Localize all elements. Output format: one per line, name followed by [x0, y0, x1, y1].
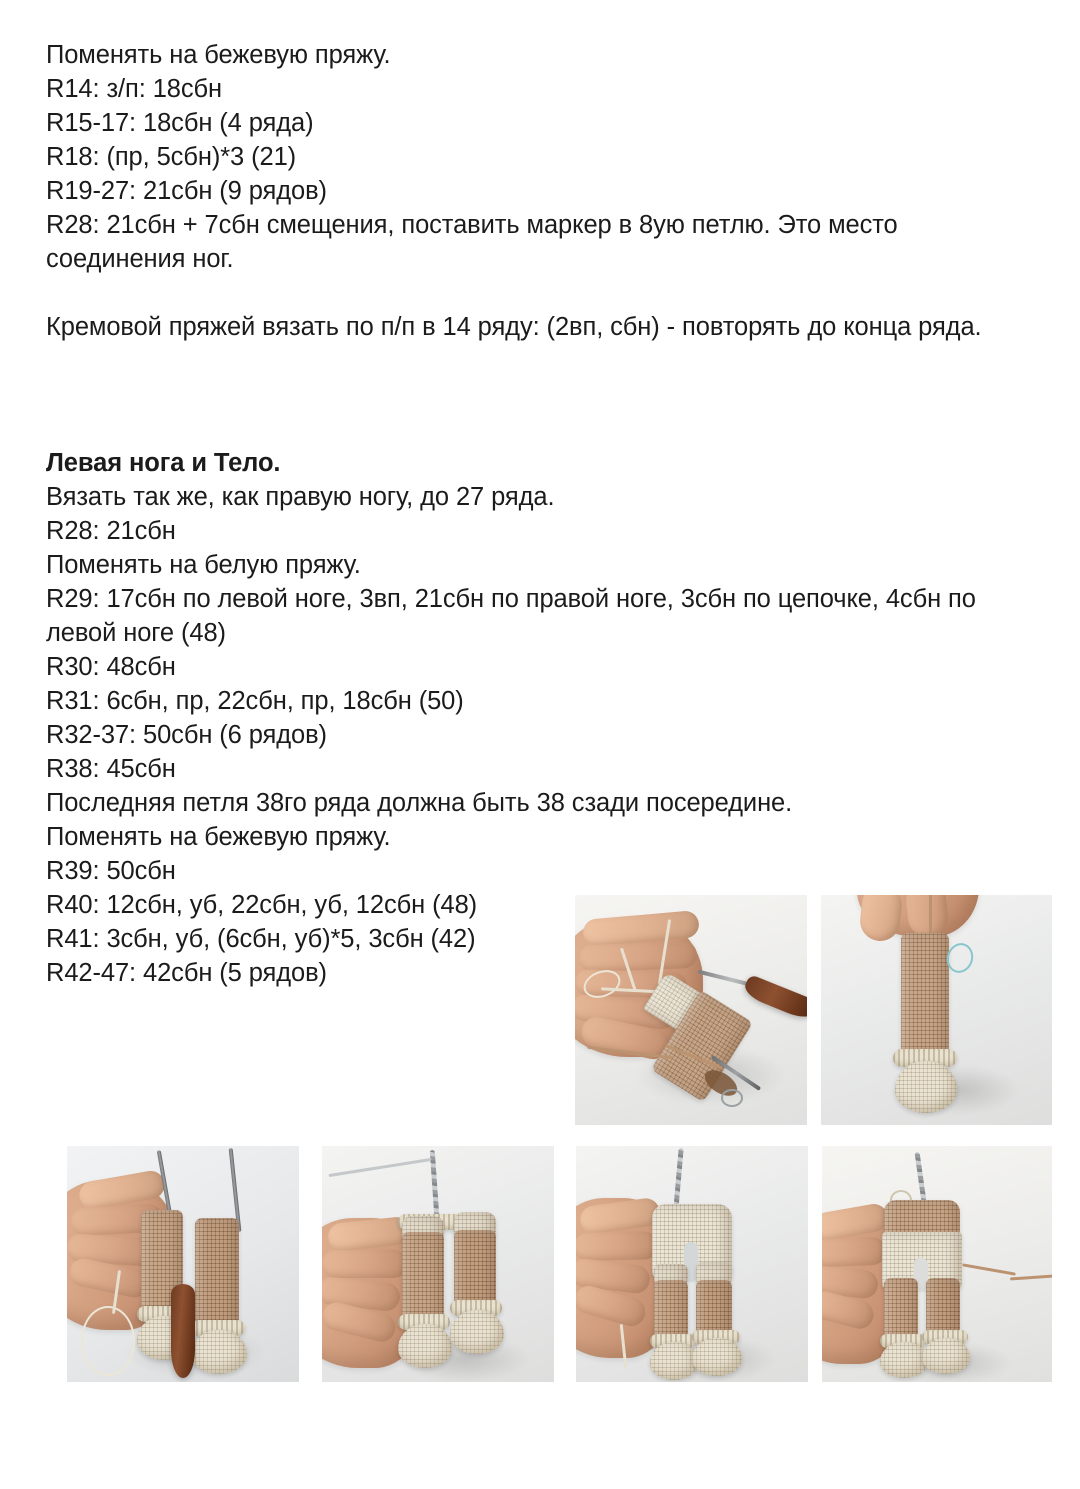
instruction-line: R18: (пр, 5сбн)*3 (21) [46, 143, 297, 171]
instruction-line: R29: 17сбн по левой ноге, 3вп, 21сбн по правой ноге, 3сбн по цепочке, 4сбн по левой ноге (48) [46, 585, 983, 647]
tan-leg-tube-right [195, 1218, 239, 1328]
instruction-line: R14: з/п: 18сбн [46, 75, 223, 103]
text-block-cream-yarn-note [46, 310, 1038, 344]
tan-leg-tube-right [926, 1278, 960, 1336]
tan-leg-tube [901, 933, 949, 1055]
cream-foot-left [880, 1342, 928, 1378]
text-block-right-leg-continued [46, 38, 1038, 276]
instruction-line: R40: 12сбн, уб, 22сбн, уб, 12сбн (48) [46, 891, 478, 919]
instruction-line: R38: 45сбн [46, 755, 176, 783]
tan-leg-tube-right [454, 1230, 496, 1306]
instruction-line: R19-27: 21сбн (9 рядов) [46, 177, 327, 205]
section-gap [46, 344, 1038, 446]
stitch-marker-icon [721, 1089, 743, 1107]
cream-foot-left [650, 1342, 698, 1380]
instruction-line: R28: 21сбн + 7сбн смещения, поставить маркер в 8ую петлю. Это место соединения ног. [46, 211, 905, 273]
instruction-line: R42-47: 42сбн (5 рядов) [46, 959, 327, 987]
cream-foot-left [398, 1324, 452, 1368]
instruction-line: Поменять на бежевую пряжу. [46, 41, 391, 69]
instruction-line: R30: 48сбн [46, 653, 176, 681]
instruction-line: Кремовой пряжей вязать по п/п в 14 ряду: (2вп, сбн) - повторять до конца ряда. [46, 313, 982, 341]
instruction-line: R15-17: 18сбн (4 ряда) [46, 109, 314, 137]
photo-two-legs-in-hand-with-hook [67, 1146, 299, 1382]
instruction-line: R32-37: 50сбн (6 рядов) [46, 721, 327, 749]
photo-legs-joined-with-white-body [576, 1146, 808, 1382]
tan-leg-tube-left [654, 1280, 688, 1340]
tan-leg-tube-left [402, 1232, 444, 1320]
instruction-line: Поменять на белую пряжу. [46, 551, 361, 579]
cream-foot-right [922, 1338, 970, 1374]
instruction-line: Последняя петля 38го ряда должна быть 38 сзади посередине. [46, 789, 793, 817]
instruction-line: Поменять на бежевую пряжу. [46, 823, 391, 851]
instruction-line: R41: 3сбн, уб, (6сбн, уб)*5, 3сбн (42) [46, 925, 476, 953]
photo-legs-and-body-with-beige-top [822, 1146, 1052, 1382]
photo-two-legs-joined-by-chain [322, 1146, 554, 1382]
photo-hand-holding-leg-tube-with-hook [575, 895, 807, 1125]
photo-finished-single-leg-with-marker [821, 895, 1052, 1125]
cream-foot-right [450, 1310, 504, 1354]
working-yarn [929, 895, 932, 937]
cream-foot-right [692, 1338, 742, 1376]
pattern-text-column [46, 38, 1038, 990]
instruction-line: R28: 21сбн [46, 517, 176, 545]
section-heading: Левая нога и Тело. [46, 449, 281, 477]
tan-leg-tube-right [696, 1280, 732, 1336]
cream-foot [895, 1061, 957, 1113]
cream-foot-right [191, 1330, 247, 1374]
crochet-hook-handle [171, 1284, 195, 1378]
instruction-line: R39: 50сбн [46, 857, 176, 885]
paragraph-gap [46, 276, 1038, 310]
instruction-line: R31: 6сбн, пр, 22сбн, пр, 18сбн (50) [46, 687, 464, 715]
tan-leg-tube-left [884, 1278, 918, 1340]
instruction-line: Вязать так же, как правую ногу, до 27 ряда. [46, 483, 555, 511]
yarn-loop [81, 1306, 135, 1376]
